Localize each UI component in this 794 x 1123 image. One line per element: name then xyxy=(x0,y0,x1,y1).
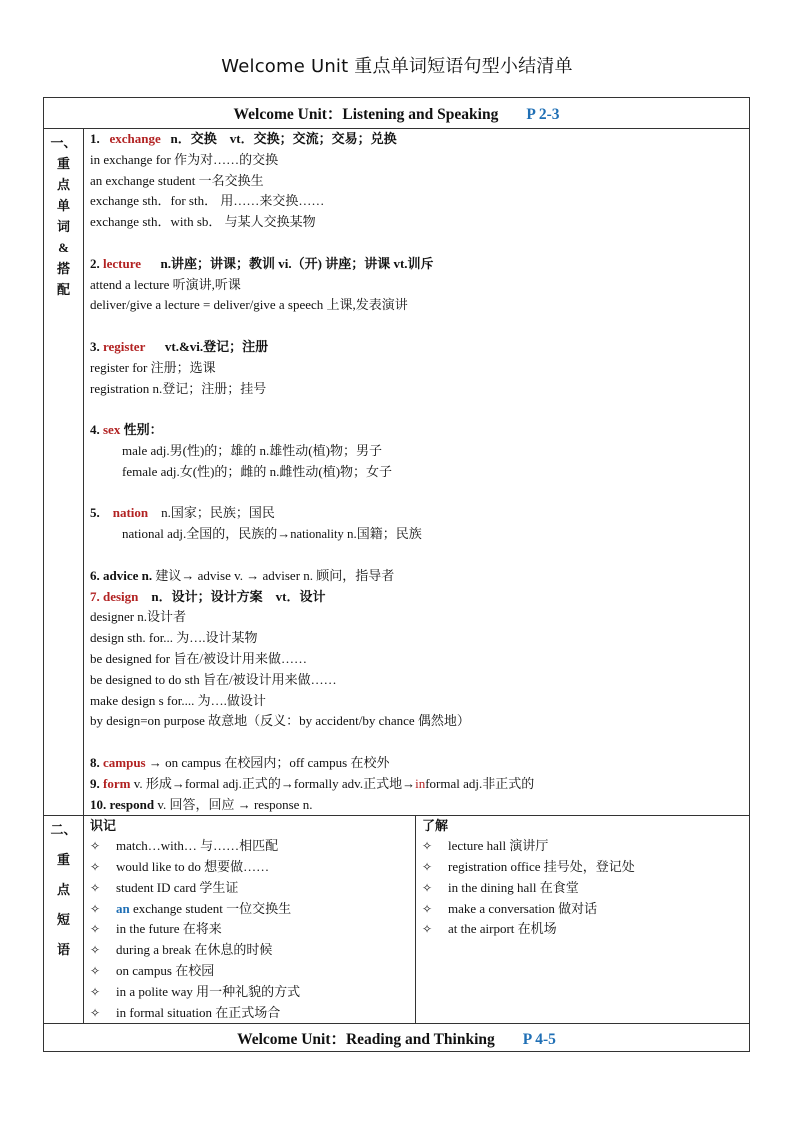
header-row-reading xyxy=(44,1024,750,1052)
label-char: 点 xyxy=(56,882,70,898)
keyword: respond xyxy=(109,796,155,812)
list-item: ✧ match…with… 与……相匹配 xyxy=(90,836,409,857)
keyword: nation xyxy=(112,505,149,521)
list-item: ✧ at the airport 在机场 xyxy=(422,919,743,940)
keyword: design xyxy=(103,588,139,604)
label-char: 一、 xyxy=(50,135,77,150)
word-heading-respond: 10. respond v. 回答，回应 → response n. xyxy=(90,796,313,812)
diamond-bullet-icon: ✧ xyxy=(422,901,433,916)
list-item: ✧ in a polite way 用一种礼貌的方式 xyxy=(90,982,409,1003)
keyword: exchange xyxy=(109,131,161,146)
list-item: ✧ would like to do 想要做…… xyxy=(90,857,409,878)
header-page: P 4-5 xyxy=(522,1030,556,1048)
list-item: ✧ in the future 在将来 xyxy=(90,919,409,940)
label-char: 单 xyxy=(56,198,70,213)
diamond-bullet-icon: ✧ xyxy=(422,860,433,875)
diamond-bullet-icon: ✧ xyxy=(90,839,101,854)
usage-line: deliver/give a lecture = deliver/give a speech 上课,发表演讲 xyxy=(90,297,408,313)
label-char: 配 xyxy=(56,282,70,297)
header-page: P 2-3 xyxy=(526,106,560,123)
label-char: & xyxy=(58,240,69,255)
word-heading-lecture: 2. lecture n.讲座；讲课；教训 vi.（开) 讲座；讲课 vt.训斥 xyxy=(90,255,434,271)
usage-line: by design=on purpose 故意地（反义：by accident/by chance 偶然地） xyxy=(90,713,470,729)
diamond-bullet-icon: ✧ xyxy=(90,901,101,916)
summary-table xyxy=(43,97,750,1052)
usage-line: be designed for 旨在/被设计用来做…… xyxy=(90,650,308,666)
usage-line: exchange sth．with sb． 与某人交换某物 xyxy=(90,214,316,230)
diamond-bullet-icon: ✧ xyxy=(422,922,433,937)
header-reading-thinking xyxy=(44,1024,750,1052)
section1-row xyxy=(44,129,750,816)
word-heading-form: 9. form v. 形成→formal adj.正式的→formally adv.正式地→informal adj.非正式的 xyxy=(90,775,535,791)
word-heading-campus: 8. campus → on campus 在校园内；off campus 在校外 xyxy=(90,754,390,770)
list-item: ✧ in formal situation 在正式场合 xyxy=(90,1003,409,1024)
diamond-bullet-icon: ✧ xyxy=(90,922,101,937)
diamond-bullet-icon: ✧ xyxy=(90,860,101,875)
section2-row xyxy=(44,816,750,1024)
usage-line: national adj.全国的，民族的→nationality n.国籍；民族 xyxy=(122,526,422,542)
label-char: 搭 xyxy=(56,261,70,276)
header-row-listening xyxy=(44,98,750,129)
diamond-bullet-icon: ✧ xyxy=(90,964,101,979)
usage-line: register for 注册；选课 xyxy=(90,359,216,375)
label-char: 重 xyxy=(56,852,70,868)
diamond-bullet-icon: ✧ xyxy=(90,1005,101,1020)
usage-line: male adj.男(性)的；雄的 n.雄性动(植)物；男子 xyxy=(122,442,382,458)
section1-content xyxy=(84,129,750,816)
usage-line: exchange sth．for sth． 用……来交换…… xyxy=(90,193,325,209)
keyword: register xyxy=(103,338,146,354)
word-heading-nation: 5. nation n.国家；民族；国民 xyxy=(90,505,275,521)
word-heading-exchange: 1. exchange n．交换 vt．交换；交流；交易；兑换 xyxy=(90,131,397,146)
diamond-bullet-icon: ✧ xyxy=(90,880,101,895)
phrases-memorize xyxy=(84,816,416,1024)
phrases-understand xyxy=(416,816,750,1024)
usage-line: be designed to do sth 旨在/被设计用来做…… xyxy=(90,671,337,687)
column-title: 识记 xyxy=(90,818,117,834)
word-heading-design: 7. design n．设计；设计方案 vt．设计 xyxy=(90,588,326,604)
list-item: ✧ make a conversation 做对话 xyxy=(422,899,743,920)
header-title: Welcome Unit：Reading and Thinking xyxy=(237,1030,495,1048)
usage-line: in exchange for 作为对……的交换 xyxy=(90,151,279,167)
word-heading-advice: 6. advice n. 建议→ advise v. → adviser n. 顾问，指导者 xyxy=(90,567,395,583)
header-listening-speaking xyxy=(44,98,750,129)
label-char: 短 xyxy=(56,912,70,928)
usage-line: designer n.设计者 xyxy=(90,609,187,625)
usage-line: design sth. for... 为….设计某物 xyxy=(90,630,258,646)
word-heading-register: 3. register vt.&vi.登记；注册 xyxy=(90,338,269,354)
label-char: 点 xyxy=(56,177,70,192)
list-item: ✧ student ID card 学生证 xyxy=(90,878,409,899)
list-item: ✧ an exchange student 一位交换生 xyxy=(90,899,409,920)
page-title: Welcome Unit 重点单词短语句型小结清单 xyxy=(221,56,573,77)
list-item: ✧ during a break 在休息的时候 xyxy=(90,940,409,961)
keyword: lecture xyxy=(103,255,142,271)
keyword: campus xyxy=(103,754,146,770)
usage-line: make design s for.... 为….做设计 xyxy=(90,692,266,708)
list-item: ✧ on campus 在校园 xyxy=(90,961,409,982)
section2-label xyxy=(44,816,84,1024)
diamond-bullet-icon: ✧ xyxy=(90,984,101,999)
header-title: Welcome Unit：Listening and Speaking xyxy=(233,106,499,123)
diamond-bullet-icon: ✧ xyxy=(422,839,433,854)
label-char: 词 xyxy=(56,219,70,234)
keyword: sex xyxy=(103,422,121,438)
list-item: ✧ registration office 挂号处，登记处 xyxy=(422,857,743,878)
column-title: 了解 xyxy=(422,818,449,834)
usage-line: an exchange student 一名交换生 xyxy=(90,172,264,188)
keyword: form xyxy=(103,775,131,791)
diamond-bullet-icon: ✧ xyxy=(90,943,101,958)
word-heading-sex: 4. sex 性别： xyxy=(90,422,163,438)
label-char: 二、 xyxy=(50,822,77,838)
usage-line: registration n.登记；注册；挂号 xyxy=(90,380,267,396)
diamond-bullet-icon: ✧ xyxy=(422,880,433,895)
section1-label xyxy=(44,129,84,816)
label-char: 语 xyxy=(56,942,70,958)
usage-line: female adj.女(性)的；雌的 n.雌性动(植)物；女子 xyxy=(122,463,393,479)
list-item: ✧ in the dining hall 在食堂 xyxy=(422,878,743,899)
label-char: 重 xyxy=(56,156,70,171)
list-item: ✧ lecture hall 演讲厅 xyxy=(422,836,743,857)
usage-line: attend a lecture 听演讲,听课 xyxy=(90,276,241,292)
